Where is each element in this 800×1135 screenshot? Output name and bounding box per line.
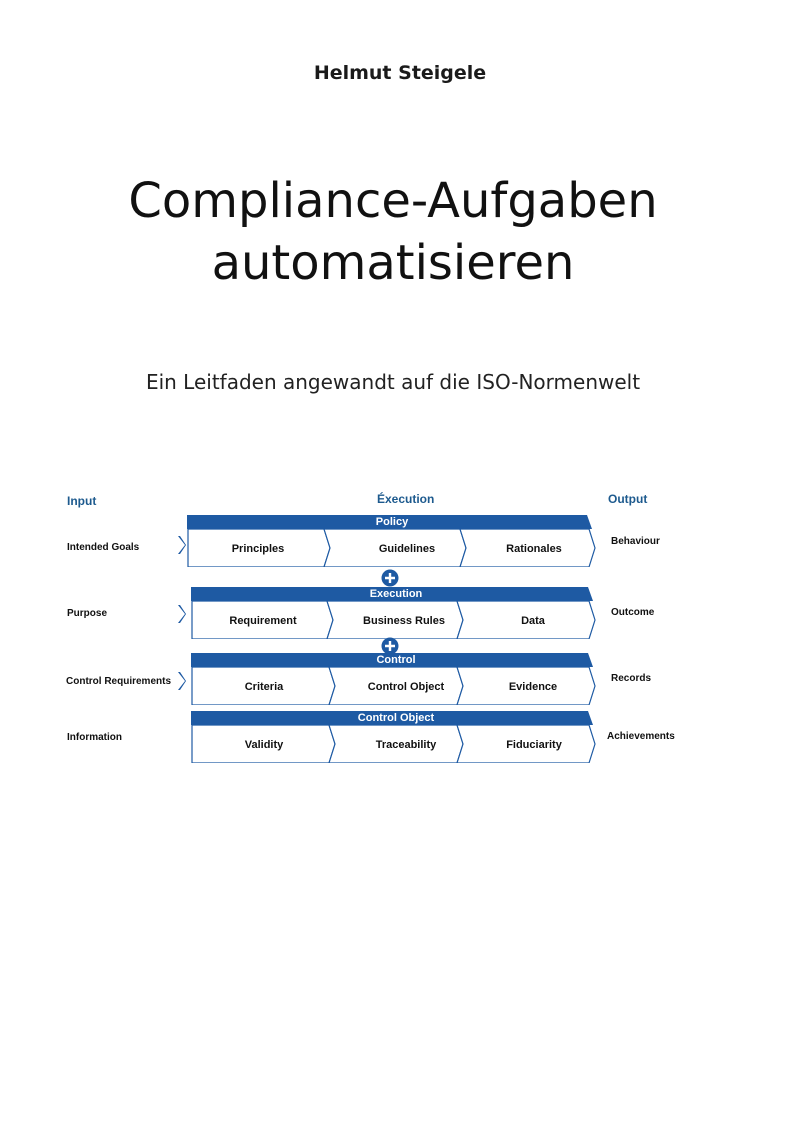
header-output: Output (608, 492, 648, 506)
output-label-records: Records (611, 673, 652, 684)
cell-guidelines: Guidelines (378, 543, 436, 555)
input-arrow-icon (177, 604, 186, 624)
cell-fiduciarity: Fiduciarity (506, 739, 562, 751)
group-title-control: Control (376, 654, 416, 666)
book-title (0, 170, 786, 294)
header-execution: Éxecution (377, 492, 435, 506)
input-label-control-requirements: Control Requirements (66, 676, 172, 687)
input-arrow-icon (177, 535, 186, 555)
cell-data: Data (521, 615, 545, 627)
author-name: Helmut Steigele (313, 62, 487, 84)
title-line-2: automatisieren (211, 235, 575, 291)
cell-criteria: Criteria (244, 681, 284, 693)
cell-traceability: Traceability (375, 739, 437, 751)
input-arrow-icon (177, 671, 186, 691)
group-title-control-object: Control Object (357, 712, 435, 724)
title-line-1: Compliance-Aufgaben (128, 173, 658, 229)
process-diagram (0, 480, 800, 780)
cell-business-rules: Business Rules (363, 615, 445, 627)
output-label-outcome: Outcome (611, 607, 655, 618)
cell-requirement: Requirement (229, 615, 297, 627)
cell-evidence: Evidence (508, 681, 558, 693)
plus-icon (381, 569, 399, 587)
input-label-information: Information (67, 732, 122, 743)
cell-rationales: Rationales (506, 543, 562, 555)
output-label-behaviour: Behaviour (611, 536, 660, 547)
book-subtitle: Ein Leitfaden angewandt auf die ISO-Normenwelt (145, 370, 641, 394)
group-title-policy: Policy (375, 516, 409, 528)
input-label-purpose: Purpose (67, 608, 108, 619)
header-input: Input (67, 494, 97, 508)
group-control (191, 653, 601, 705)
group-execution (191, 587, 601, 639)
cell-principles: Principles (231, 543, 285, 555)
group-control-object (191, 711, 601, 763)
output-label-achievements: Achievements (607, 731, 675, 742)
group-policy (187, 515, 597, 567)
cell-validity: Validity (244, 739, 284, 751)
group-title-execution: Execution (369, 588, 423, 600)
cell-control-object: Control Object (367, 681, 445, 693)
input-label-intended-goals: Intended Goals (67, 542, 140, 553)
